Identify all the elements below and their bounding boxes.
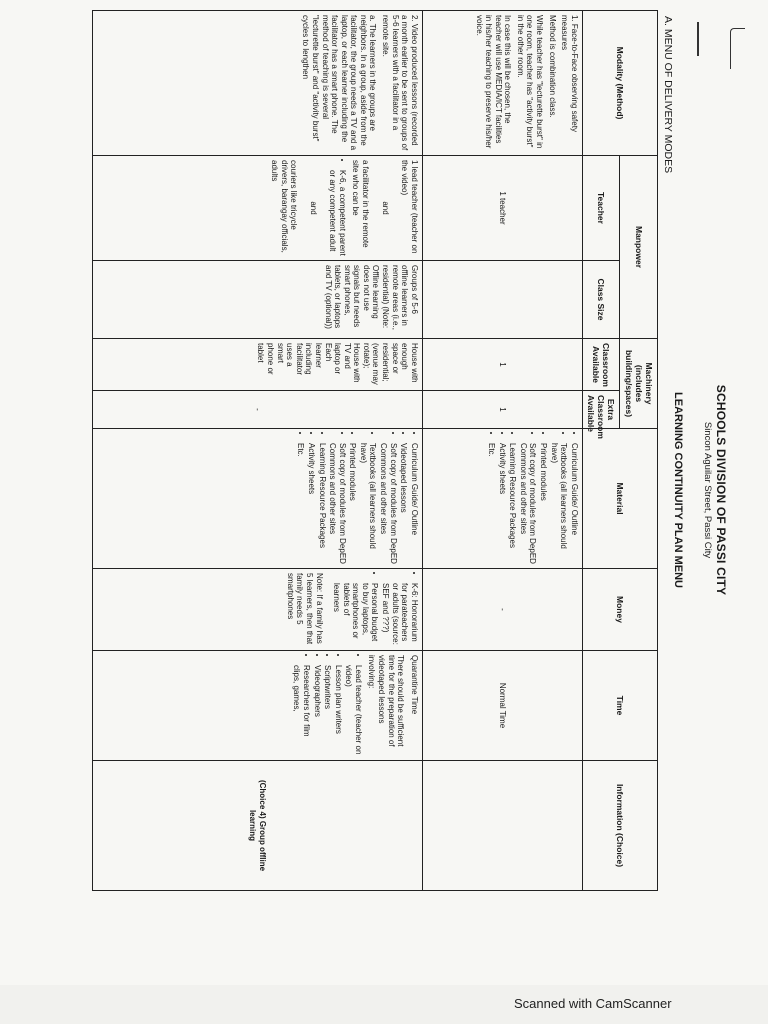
list-item: • Learning Resource Packages (508, 443, 518, 564)
classroom-cell: 1 (422, 339, 582, 391)
teacher-line: and (308, 201, 318, 215)
list-item: • Curriculum Guide/ Outline (569, 443, 579, 564)
school-name: SCHOOLS DIVISION OF PASSI CITY (714, 384, 728, 596)
list-item: • Textbooks (all learners should have) (358, 443, 377, 564)
time-label: Quarantine Time (409, 655, 419, 715)
modality-cell (92, 11, 422, 156)
school-address: Sincon Aguilar Street, Passi City (702, 421, 713, 559)
col-classroom: Classroom Available (582, 339, 620, 391)
list-item: • Videographers (312, 665, 322, 756)
list-item: • Personal budget to buy laptops, smartphones or tablets of learners (332, 583, 380, 646)
teacher-cell (92, 156, 422, 261)
scanner-watermark: Scanned with CamScanner (514, 996, 672, 1011)
class-size-cell: Groups of 5-6 offline learners in remote areas (i.e., residential) (Note: Offline learning does not use signals but needs smart phones, tablets, or laptops and TV (optional)) (92, 261, 422, 339)
list-item: • Printed modules (348, 443, 358, 564)
list-item: • Soft copy of modules from DepED Commons and other sites (518, 443, 537, 564)
list-item: • Lesson plan writers (333, 665, 343, 756)
col-class-size: Class Size (582, 261, 620, 339)
teacher-line: a facilitator in the remote site who can be (351, 160, 371, 248)
list-item: • K-6: Honorarium for parateachers or adults (source: SEF and ???) (381, 583, 419, 646)
list-item: • Learning Resource Packages (317, 443, 327, 564)
table-row (92, 11, 422, 891)
time-cell: Normal Time (422, 651, 582, 761)
information-cell (422, 761, 582, 891)
time-cell (92, 651, 422, 761)
list-item: • Etc. (487, 443, 497, 564)
col-machinery: Machinery (includes building/spaces) (620, 339, 658, 429)
col-time: Time (582, 651, 657, 761)
list-item: • Activity sheets (306, 443, 316, 564)
rotated-page (40, 10, 730, 970)
modality-cell (422, 11, 582, 156)
modality-notes: While teacher has "lecturette burst" in one room, teacher has "activity burst" in the other room. (515, 15, 545, 149)
delivery-modes-table (92, 10, 658, 891)
col-modality: Modality (Method) (582, 11, 657, 156)
list-item: • Etc. (296, 443, 306, 564)
list-item: • Textbooks (all learners should have) (549, 443, 568, 564)
modality-body: a. The learners in the groups are neighbors. In a group, aside from the facilitator, the group needs a TV and a laptop, or each learner including the facilitator has a smart phone. The method of teaching is several "lecturette burst" and "activity burst" cycles to lengthen (301, 15, 378, 151)
list-item: • Activity sheets (497, 443, 507, 564)
col-money: Money (582, 569, 657, 651)
header-row-1 (620, 11, 658, 891)
information-cell: (Choice 4) Group offline learning (92, 761, 422, 891)
modality-title: 2. Video produced lessons (recorded a month earlier to be sent to groups of 5-6 learners with a facilitator in a remote site. (381, 15, 419, 151)
list-item: • Soft copy of modules from DepED Commons and other sites (379, 443, 398, 564)
list-item: • Researchers for film clips, games, (292, 665, 311, 756)
modality-body: Method is combination class. (547, 15, 557, 118)
time-note: There should be sufficient time for the preparation of videotaped lessons involving: (367, 655, 406, 747)
col-material: Material (582, 429, 657, 569)
list-item: • Videotaped lessons (399, 443, 409, 564)
col-teacher: Teacher (582, 156, 620, 261)
modality-title: 1. Face-to-Face observing safety measures (560, 15, 579, 132)
list-item: • Lead teacher (teacher on video) (344, 665, 363, 756)
col-manpower: Manpower (620, 156, 658, 339)
material-cell (92, 429, 422, 569)
col-information: Information (Choice) (582, 761, 657, 891)
section-label: A. MENU OF DELIVERY MODES (662, 16, 674, 174)
document-header (672, 10, 730, 970)
classroom-cell: House with enough space or residential; (venue may rotate); House with TV and laptop or Each learner including facilitator uses a smart phone or tablet (92, 339, 422, 391)
list-item: • Printed modules (539, 443, 549, 564)
list-item: • Scriptwriters (323, 665, 333, 756)
extra-classroom-cell: 1 (422, 391, 582, 429)
list-item: • Soft copy of modules from DepED Commons and other sites (328, 443, 347, 564)
teacher-line: couriers like tricycle drivers, barangay officials, adults (269, 160, 299, 253)
teacher-cell: 1 teacher (422, 156, 582, 261)
list-item: • Curriculum Guide/ Outline (409, 443, 419, 564)
col-extra-classroom: Extra Classroom Available (582, 391, 620, 429)
money-cell: - (422, 569, 582, 651)
list-item: • K-6, a competent parent or any competent adult (328, 170, 347, 256)
modality-notes: In case this will be chosen, the teacher will use MEDIA/ICT facilities in his/her teaching to preserve his/her voice. (474, 15, 513, 149)
teacher-line: 1 lead teacher (teacher on the video) (400, 160, 419, 254)
material-cell (422, 429, 582, 569)
money-cell (92, 569, 422, 651)
corner-crop-mark (730, 28, 745, 69)
plan-title: LEARNING CONTINUITY PLAN MENU (672, 392, 684, 588)
money-note: Note: If a family has 5 learners, then that family needs 5 smartphones (285, 573, 324, 645)
class-size-cell (422, 261, 582, 339)
table-row (422, 11, 582, 891)
teacher-line: and (380, 201, 390, 215)
extra-classroom-cell: - (92, 391, 422, 429)
